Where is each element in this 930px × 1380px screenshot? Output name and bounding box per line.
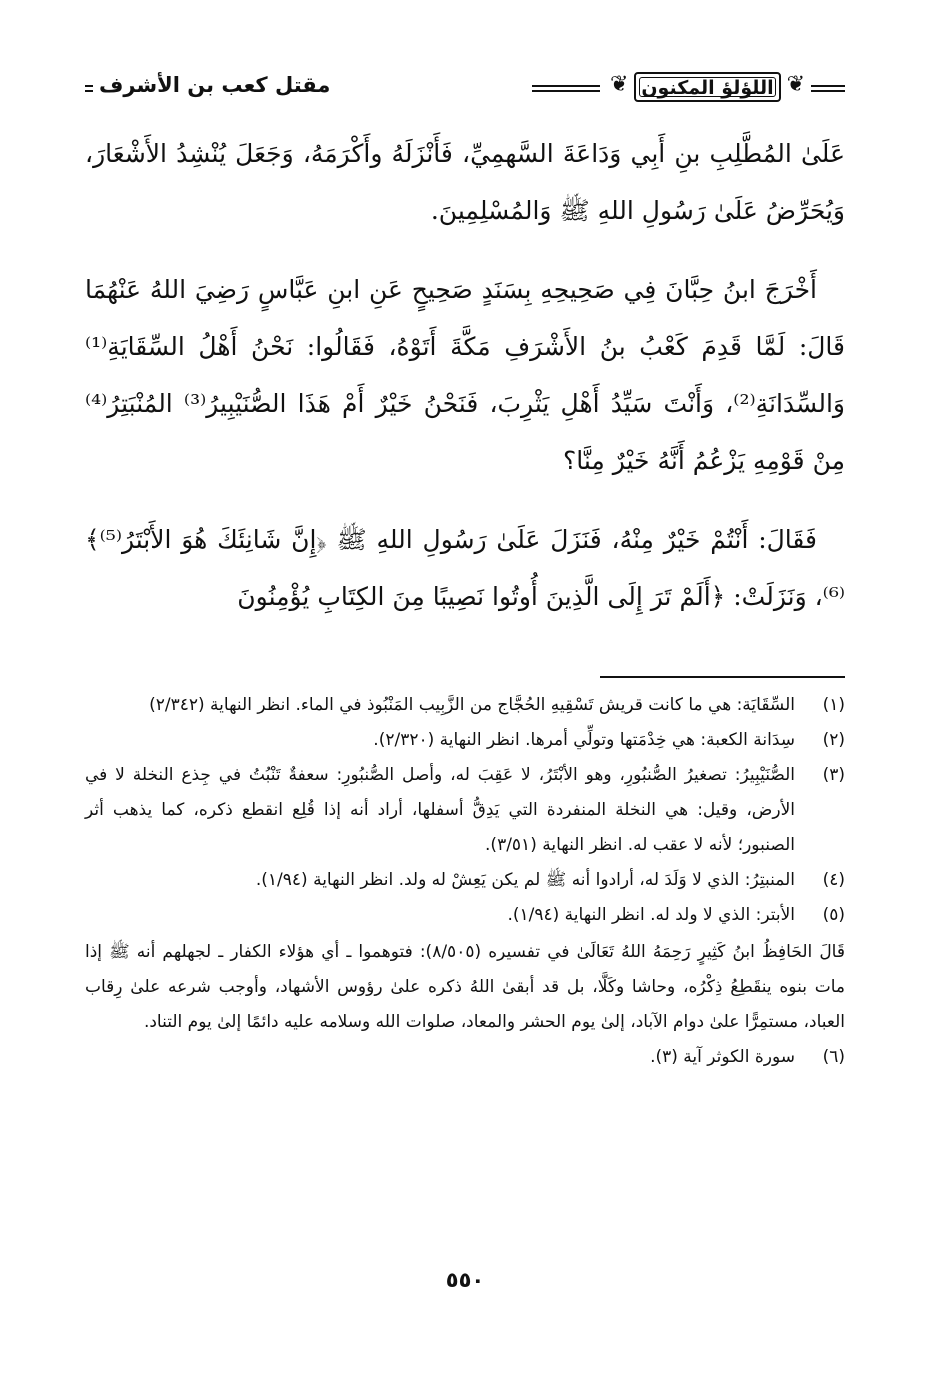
- header-rule-right: [811, 85, 845, 92]
- header-rule-middle: [532, 85, 600, 92]
- footnote-number: (٣): [822, 765, 845, 785]
- footnote: [85, 898, 845, 933]
- footnotes: [85, 688, 845, 1075]
- footnote-text: سِدَانة الكعبة: هي خِدْمَتها وتولِّي أمرها. انظر النهاية (٢/٣٢٠).: [373, 730, 795, 750]
- footnote: [85, 688, 845, 723]
- main-text: [85, 125, 845, 625]
- footnote-text: سورة الكوثر آية (٣).: [650, 1047, 795, 1067]
- footnote: [85, 1040, 845, 1075]
- footnote-text: المنبتِرُ: الذي لا وَلَدَ له، أرادوا أنه ﷺ لم يكن يَعِشْ له ولد. انظر النهاية (١/٩٤).: [255, 870, 795, 890]
- header-rule-left: [85, 85, 93, 92]
- page-number: ٥٥٠: [445, 1268, 485, 1292]
- footnote-continuation: قَالَ الحَافِظُ ابنُ كَثِيرٍ رَحِمَهُ اللهُ تَعَالَىٰ في تفسيره (٨/٥٠٥): فتوهموا ـ أي هؤلاء الكفار ـ لجهلهم أنه ﷺ إذا مات بنوه ينقَطِعُ ذِكْرُه، وحاشا وكَلَّا، بل قد أبقىٰ اللهُ ذكره علىٰ رؤوس الأشهاد، وأوجب شرعه علىٰ رِقاب العباد، مستمِرًّا علىٰ دوام الآباد، إلىٰ يوم الحشر والمعاد، صلوات الله وسلامه عليه دائمًا إلىٰ يوم التناد.: [85, 942, 845, 1032]
- title-ornament: [610, 60, 805, 112]
- chapter-title: مقتل كعب بن الأشرف: [99, 73, 331, 97]
- footnote: [85, 723, 845, 758]
- footnote-number: (٢): [822, 730, 845, 750]
- book-title: اللؤلؤ المكنون: [641, 77, 774, 99]
- running-header: [85, 52, 845, 122]
- footnote: [85, 863, 845, 898]
- footnote-number: (٤): [822, 870, 845, 890]
- footnote-text: السِّقَايَة: هي ما كانت قريش تَسْقِيهِ الحُجَّاج من الزَّبِيب المَنْبُوذ في الماء. انظر النهاية (٢/٣٤٢): [149, 695, 795, 715]
- flourish-left-icon: ❦: [610, 72, 629, 97]
- footnote-number: (٥): [822, 905, 845, 925]
- footnote-number: (١): [822, 695, 845, 715]
- paragraph: فَقَالَ: أَنْتُمْ خَيْرٌ مِنْهُ، فَنَزَلَ عَلَىٰ رَسُولِ اللهِ ﷺ ﴿إِنَّ شَانِئَكَ هُوَ الأَبْتَرُ⁽⁵⁾﴾⁽⁶⁾، وَنَزَلَتْ: ﴿أَلَمْ تَرَ إِلَى الَّذِينَ أُوتُوا نَصِيبًا مِنَ الكِتَابِ يُؤْمِنُونَ: [85, 525, 845, 611]
- footnote-text: الصُّنَيْبِيرُ: تصغيرُ الصُّنبُورِ، وهو الأبْتَرُ، لا عَقِبَ له، وأصل الصُّنبُورِ: سعفةٌ تَنْبُتُ في جِذع النخلة لا في الأرض، وقيل: هي النخلة المنفردة التي يَدِقُّ أسفلها، أراد أنه إذا قُلِع انقطع ذكره، كما يذهب أثر الصنبور؛ لأنه لا عقب له. انظر النهاية (٣/٥١).: [85, 765, 795, 855]
- footnote-divider: [600, 676, 845, 678]
- footnote-number: (٦): [822, 1047, 845, 1067]
- footnote: [85, 758, 845, 863]
- flourish-right-icon: ❦: [786, 72, 805, 97]
- footnote-text: الأبتر: الذي لا ولد له. انظر النهاية (١/٩٤).: [507, 905, 795, 925]
- paragraph: عَلَىٰ المُطَّلِبِ بنِ أَبِي وَدَاعَةَ السَّهمِيِّ، فَأَنْزَلَهُ وأَكْرَمَهُ، وَجَعَلَ يُنْشِدُ الأَشْعَارَ، وَيُحَرِّضُ عَلَىٰ رَسُولِ اللهِ ﷺ وَالمُسْلِمِينَ.: [85, 139, 845, 225]
- paragraph: أَخْرَجَ ابنُ حِبَّانَ فِي صَحِيحِهِ بِسَنَدٍ صَحِيحٍ عَنِ ابنِ عَبَّاسٍ رَضِيَ اللهُ عَنْهُمَا قَالَ: لَمَّا قَدِمَ كَعْبُ بنُ الأَشْرَفِ مَكَّةَ أَتَوْهُ، فَقَالُوا: نَحْنُ أَهْلُ السِّقَايَةِ⁽¹⁾ وَالسِّدَانَةِ⁽²⁾، وَأَنْتَ سَيِّدُ أَهْلِ يَثْرِبَ، فَنَحْنُ خَيْرٌ أَمْ هَذَا الصُّنَيْبِيرُ⁽³⁾ المُنْبَتِرُ⁽⁴⁾ مِنْ قَوْمِهِ يَزْعُمُ أَنَّهُ خَيْرٌ مِنَّا؟: [85, 275, 845, 475]
